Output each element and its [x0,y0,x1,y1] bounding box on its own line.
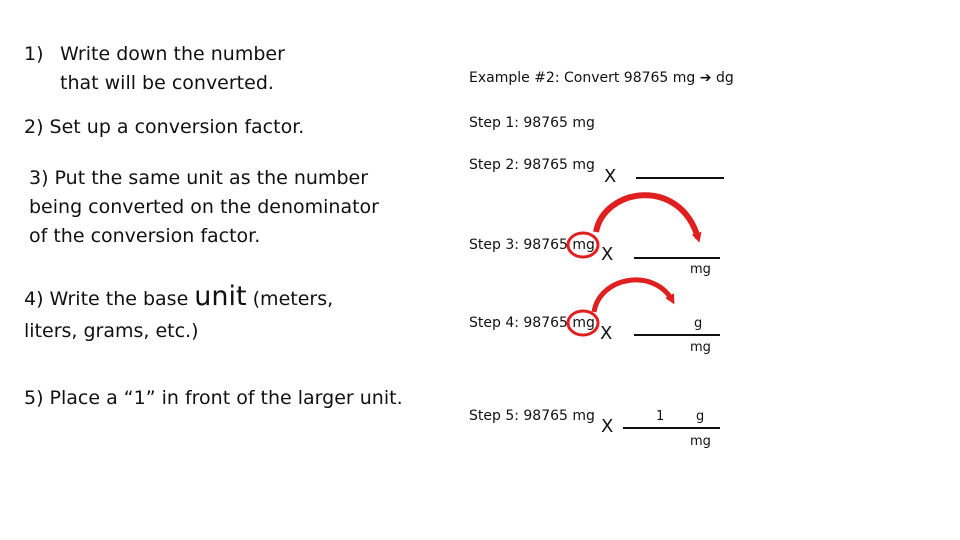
step4-curved-arrow-icon [594,280,672,312]
step4-denominator: mg [690,340,711,355]
step3-times: X [601,244,614,265]
example-step5: Step 5: 98765 mg [469,408,595,424]
step3-line3: of the conversion factor. [29,225,261,247]
step4-numerator: g [694,316,703,331]
step2-text: 2) Set up a conversion factor. [24,116,305,138]
step1-line2: that will be converted. [60,72,274,94]
step3-curved-arrow-icon [596,195,698,238]
step3-prefix: Step 3: 98765 [469,237,573,253]
step5-coefficient: 1 [656,409,665,424]
step4-pre: 4) Write the base [24,288,195,310]
step1-line1: Write down the number [60,43,285,65]
step1-number: 1) [24,43,44,65]
step4-line2: liters, grams, etc.) [24,320,199,342]
step3-line1: 3) Put the same unit as the number [29,167,369,189]
step5-numerator: g [696,409,705,424]
step5-denominator: mg [690,434,711,449]
step3-denominator: mg [690,262,711,277]
example-step2: Step 2: 98765 mg [469,157,595,173]
example-step1: Step 1: 98765 mg [469,115,595,131]
step3-unit-circled: mg [572,237,595,253]
step4-times: X [600,323,613,344]
step4-post: (meters, [246,288,334,310]
step5-text: 5) Place a “1” in front of the larger unit. [24,387,403,409]
step3-circle-highlight [568,233,598,257]
step5-times: X [601,416,614,437]
step4-prefix: Step 4: 98765 [469,315,573,331]
step3-line2: being converted on the denominator [29,196,379,218]
step4-circle-highlight [568,311,598,335]
step4-unit-circled: mg [572,315,595,331]
step4-unit-word: unit [194,281,247,312]
example-header: Example #2: Convert 98765 mg ➔ dg [469,70,734,86]
step2-times: X [604,166,617,187]
